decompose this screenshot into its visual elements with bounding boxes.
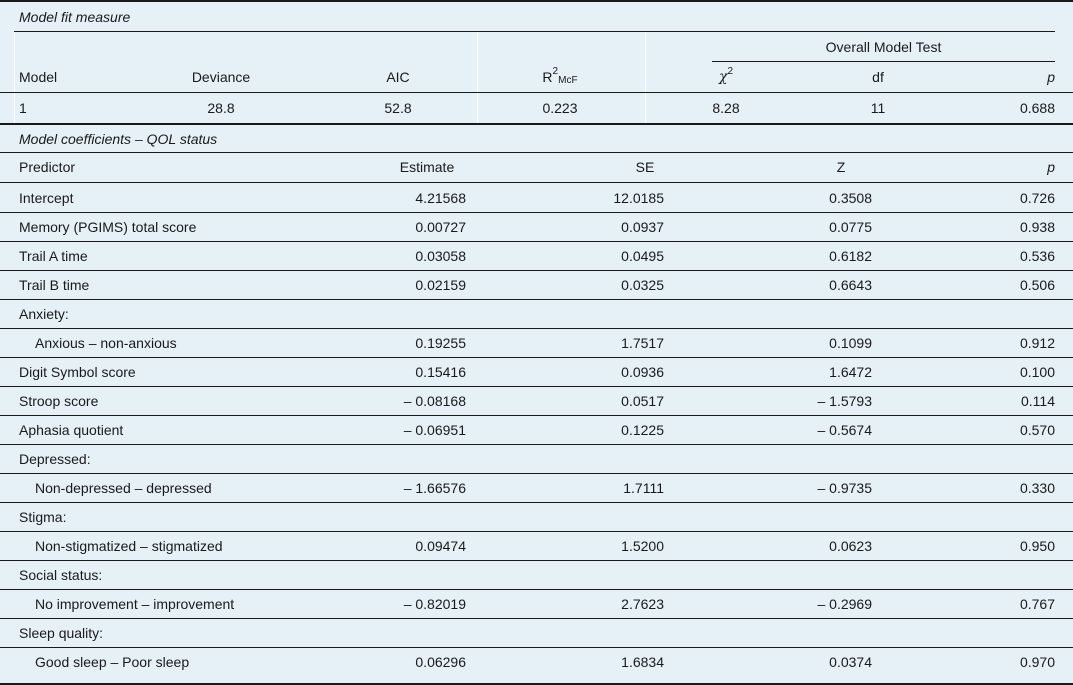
z-cell — [732, 445, 872, 473]
z-cell: 0.3508 — [829, 190, 872, 206]
coefficients-title-row — [0, 126, 1073, 152]
predictor-cell: Memory (PGIMS) total score — [19, 219, 197, 235]
col-header-se: SE — [635, 159, 655, 175]
predictor-cell: Trail B time — [19, 277, 90, 293]
predictor-cell: Non-depressed – depressed — [35, 480, 212, 496]
col-header-predictor: Predictor — [19, 159, 76, 175]
se-cell: 1.5200 — [621, 538, 664, 554]
p-value-cell — [915, 503, 1055, 531]
estimate-cell — [326, 561, 466, 589]
predictor-cell: Stigma: — [19, 509, 67, 525]
coefficients-title: Model coefficients – QOL status — [19, 131, 218, 147]
se-cell: 0.0517 — [621, 393, 664, 409]
predictor-cell: Anxious – non-anxious — [35, 335, 177, 351]
p-value-cell — [915, 445, 1055, 473]
model-fit-header-row — [0, 63, 1073, 91]
p-value-cell: 0.726 — [1019, 190, 1055, 206]
p-value-cell: 0.570 — [1019, 422, 1055, 438]
predictor-cell: Stroop score — [19, 393, 99, 409]
p-value-cell: 0.536 — [1019, 248, 1055, 264]
predictor-group-row — [0, 503, 1073, 531]
estimate-cell: 0.09474 — [415, 538, 466, 554]
z-cell: 0.6643 — [829, 277, 872, 293]
col-header-r2-mcf: R $^2$ $_{McF}$ — [542, 66, 578, 86]
p-value-cell: 0.950 — [1019, 538, 1055, 554]
estimate-cell: 0.15416 — [415, 364, 466, 380]
se-cell — [524, 561, 664, 589]
predictor-cell: Intercept — [19, 190, 74, 206]
z-cell — [732, 300, 872, 328]
fit-chi2-value: 8.28 — [712, 100, 740, 116]
z-cell: – 0.2969 — [817, 596, 872, 612]
p-value-cell: 0.767 — [1019, 596, 1055, 612]
estimate-cell: 0.02159 — [415, 277, 466, 293]
model-fit-title: Model fit measure — [19, 9, 131, 25]
estimate-cell — [326, 300, 466, 328]
predictor-group-row — [0, 619, 1073, 647]
se-cell: 1.6834 — [621, 654, 664, 670]
estimate-cell: – 0.82019 — [403, 596, 466, 612]
col-header-z: Z — [836, 159, 846, 175]
col-header-p: p — [1047, 69, 1055, 85]
fit-p-value: 0.688 — [1019, 100, 1055, 116]
z-cell: – 0.9735 — [817, 480, 872, 496]
z-cell: – 0.5674 — [817, 422, 872, 438]
predictor-cell: Non-stigmatized – stigmatized — [35, 538, 223, 554]
model-fit-data-row — [0, 94, 1073, 122]
fit-df-value: 11 — [870, 100, 886, 116]
col-header-df: df — [872, 69, 884, 85]
se-cell — [524, 300, 664, 328]
table-row — [0, 213, 1073, 241]
z-cell: 0.6182 — [829, 248, 872, 264]
table-row — [0, 532, 1073, 560]
predictor-cell: Aphasia quotient — [19, 422, 124, 438]
table-row — [0, 648, 1073, 676]
se-cell: 0.0325 — [621, 277, 664, 293]
p-value-cell: 0.912 — [1019, 335, 1055, 351]
estimate-cell — [326, 445, 466, 473]
p-value-cell: 0.970 — [1019, 654, 1055, 670]
fit-r2-value: 0.223 — [542, 100, 578, 116]
z-cell — [732, 503, 872, 531]
predictor-cell: No improvement – improvement — [35, 596, 235, 612]
se-cell: 12.0185 — [613, 190, 664, 206]
predictor-cell: Social status: — [19, 567, 103, 583]
se-cell — [524, 503, 664, 531]
table-row — [0, 416, 1073, 444]
estimate-cell: – 0.08168 — [403, 393, 466, 409]
estimate-cell: 0.19255 — [415, 335, 466, 351]
estimate-cell — [326, 503, 466, 531]
predictor-cell: Digit Symbol score — [19, 364, 136, 380]
z-cell: 0.0775 — [829, 219, 872, 235]
table-row — [0, 329, 1073, 357]
z-cell: 0.0374 — [829, 654, 872, 670]
z-cell — [732, 561, 872, 589]
col-header-p-coef: p — [1047, 159, 1055, 175]
se-cell: 2.7623 — [621, 596, 664, 612]
coefficients-header-row — [0, 153, 1073, 181]
p-value-cell — [915, 300, 1055, 328]
col-header-estimate: Estimate — [399, 159, 455, 175]
estimate-cell: 4.21568 — [415, 190, 466, 206]
col-header-aic: AIC — [386, 69, 410, 85]
table-row — [0, 271, 1073, 299]
p-value-cell: 0.330 — [1019, 480, 1055, 496]
z-cell: 0.0623 — [829, 538, 872, 554]
se-cell: 0.1225 — [621, 422, 664, 438]
z-cell: – 1.5793 — [817, 393, 872, 409]
estimate-cell: – 1.66576 — [403, 480, 466, 496]
table-row — [0, 387, 1073, 415]
col-header-model: Model — [19, 69, 58, 85]
predictor-cell: Good sleep – Poor sleep — [35, 654, 190, 670]
p-value-cell — [915, 561, 1055, 589]
col-header-chi-square: χ $^2$ — [718, 66, 734, 85]
estimate-cell: 0.03058 — [415, 248, 466, 264]
table-row — [0, 358, 1073, 386]
se-cell — [524, 619, 664, 647]
se-cell: 1.7517 — [621, 335, 664, 351]
estimate-cell — [326, 619, 466, 647]
se-cell: 1.7111 — [623, 480, 664, 496]
p-value-cell: 0.114 — [1021, 393, 1055, 409]
predictor-group-row — [0, 561, 1073, 589]
se-cell: 0.0937 — [621, 219, 664, 235]
overall-model-test-header: Overall Model Test — [825, 39, 942, 55]
table-row — [0, 184, 1073, 212]
predictor-group-row — [0, 445, 1073, 473]
p-value-cell: 0.100 — [1019, 364, 1055, 380]
se-cell — [524, 445, 664, 473]
estimate-cell: 0.06296 — [415, 654, 466, 670]
model-fit-title-row — [0, 3, 1073, 31]
predictor-cell: Depressed: — [19, 451, 91, 467]
se-cell: 0.0495 — [621, 248, 664, 264]
se-cell: 0.0936 — [621, 364, 664, 380]
z-cell — [732, 619, 872, 647]
predictor-cell: Trail A time — [19, 248, 88, 264]
estimate-cell: 0.00727 — [415, 219, 466, 235]
predictor-cell: Sleep quality: — [19, 625, 104, 641]
z-cell: 1.6472 — [829, 364, 872, 380]
p-value-cell — [915, 619, 1055, 647]
predictor-cell: Anxiety: — [19, 306, 69, 322]
col-header-deviance: Deviance — [191, 69, 251, 85]
p-value-cell: 0.506 — [1019, 277, 1055, 293]
estimate-cell: – 0.06951 — [403, 422, 466, 438]
p-value-cell: 0.938 — [1019, 219, 1055, 235]
z-cell: 0.1099 — [829, 335, 872, 351]
table-row — [0, 242, 1073, 270]
fit-model-value: 1 — [19, 100, 27, 116]
predictor-group-row — [0, 300, 1073, 328]
overall-model-test-header-row — [0, 33, 1073, 61]
table-row — [0, 474, 1073, 502]
fit-deviance-value: 28.8 — [207, 100, 235, 116]
fit-aic-value: 52.8 — [384, 100, 412, 116]
table-row — [0, 590, 1073, 618]
